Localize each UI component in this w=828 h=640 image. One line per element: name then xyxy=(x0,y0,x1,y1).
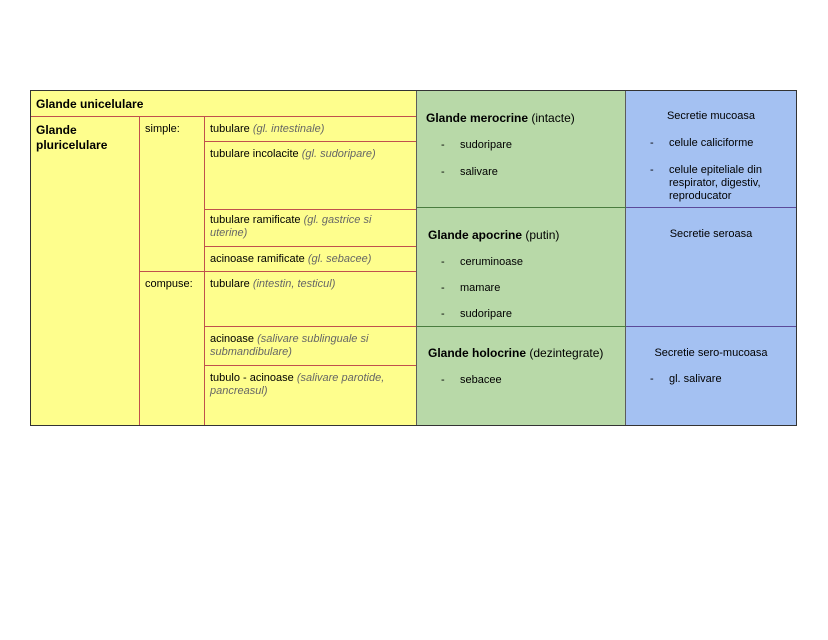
row-acinoase: acinoase (salivare sublinguale si submandibulare) xyxy=(210,333,369,358)
grid-line xyxy=(139,271,417,272)
holocrine-title: Glande holocrine (dezintegrate) xyxy=(428,346,604,360)
dash: - xyxy=(650,164,654,176)
column-divider xyxy=(416,91,417,425)
dash: - xyxy=(441,374,445,386)
header-pluricelular: Glande pluricelulare xyxy=(36,123,108,152)
dash: - xyxy=(441,139,445,151)
row-divider xyxy=(626,326,796,327)
dash: - xyxy=(650,373,654,385)
merocrine-item: sudoripare xyxy=(460,139,512,151)
row-tubulare-simple: tubulare (gl. intestinale) xyxy=(210,123,325,135)
row-acinoase-ramificate: acinoase ramificate (gl. sebacee) xyxy=(210,253,372,265)
mucoasa-title: Secretie mucoasa xyxy=(666,110,756,122)
mucoasa-item: celule caliciforme xyxy=(669,137,754,149)
label-compuse: compuse: xyxy=(145,278,193,290)
grid-line xyxy=(204,326,417,327)
row-divider xyxy=(417,207,626,208)
dash: - xyxy=(441,282,445,294)
holocrine-item: sebacee xyxy=(460,374,502,386)
apocrine-item: mamare xyxy=(460,282,501,294)
row-tubulare-compuse: tubulare (intestin, testicul) xyxy=(210,278,336,290)
merocrine-item: salivare xyxy=(460,166,498,178)
row-tubulare-ramificate: tubulare ramificate (gl. gastrice si uterine) xyxy=(210,214,372,239)
grid-line xyxy=(204,365,417,366)
grid-line xyxy=(204,246,417,247)
header-unicelular: Glande unicelulare xyxy=(36,97,144,111)
grid-line xyxy=(31,116,417,117)
row-tubulo-acinoase: tubulo - acinoase (salivare parotide, pancreasul) xyxy=(210,372,385,397)
apocrine-item: sudoripare xyxy=(460,308,512,320)
row-tubulare-incolacite: tubulare incolacite (gl. sudoripare) xyxy=(210,148,376,160)
apocrine-item: ceruminoase xyxy=(460,256,523,268)
label-simple: simple: xyxy=(145,123,180,135)
row-divider xyxy=(626,207,796,208)
merocrine-title: Glande merocrine (intacte) xyxy=(426,111,575,125)
apocrine-title: Glande apocrine (putin) xyxy=(428,228,560,242)
seroasa-title: Secretie seroasa xyxy=(669,228,753,240)
row-divider xyxy=(417,326,626,327)
grid-line xyxy=(204,209,417,210)
seromucoasa-item: gl. salivare xyxy=(669,373,722,385)
dash: - xyxy=(441,308,445,320)
dash: - xyxy=(650,137,654,149)
seromucoasa-title: Secretie sero-mucoasa xyxy=(654,347,768,359)
dash: - xyxy=(441,256,445,268)
column-divider xyxy=(625,91,626,425)
dash: - xyxy=(441,166,445,178)
grid-line xyxy=(204,141,417,142)
mucoasa-item: celule epiteliale din respirator, digestiv, reproducator xyxy=(669,164,762,202)
